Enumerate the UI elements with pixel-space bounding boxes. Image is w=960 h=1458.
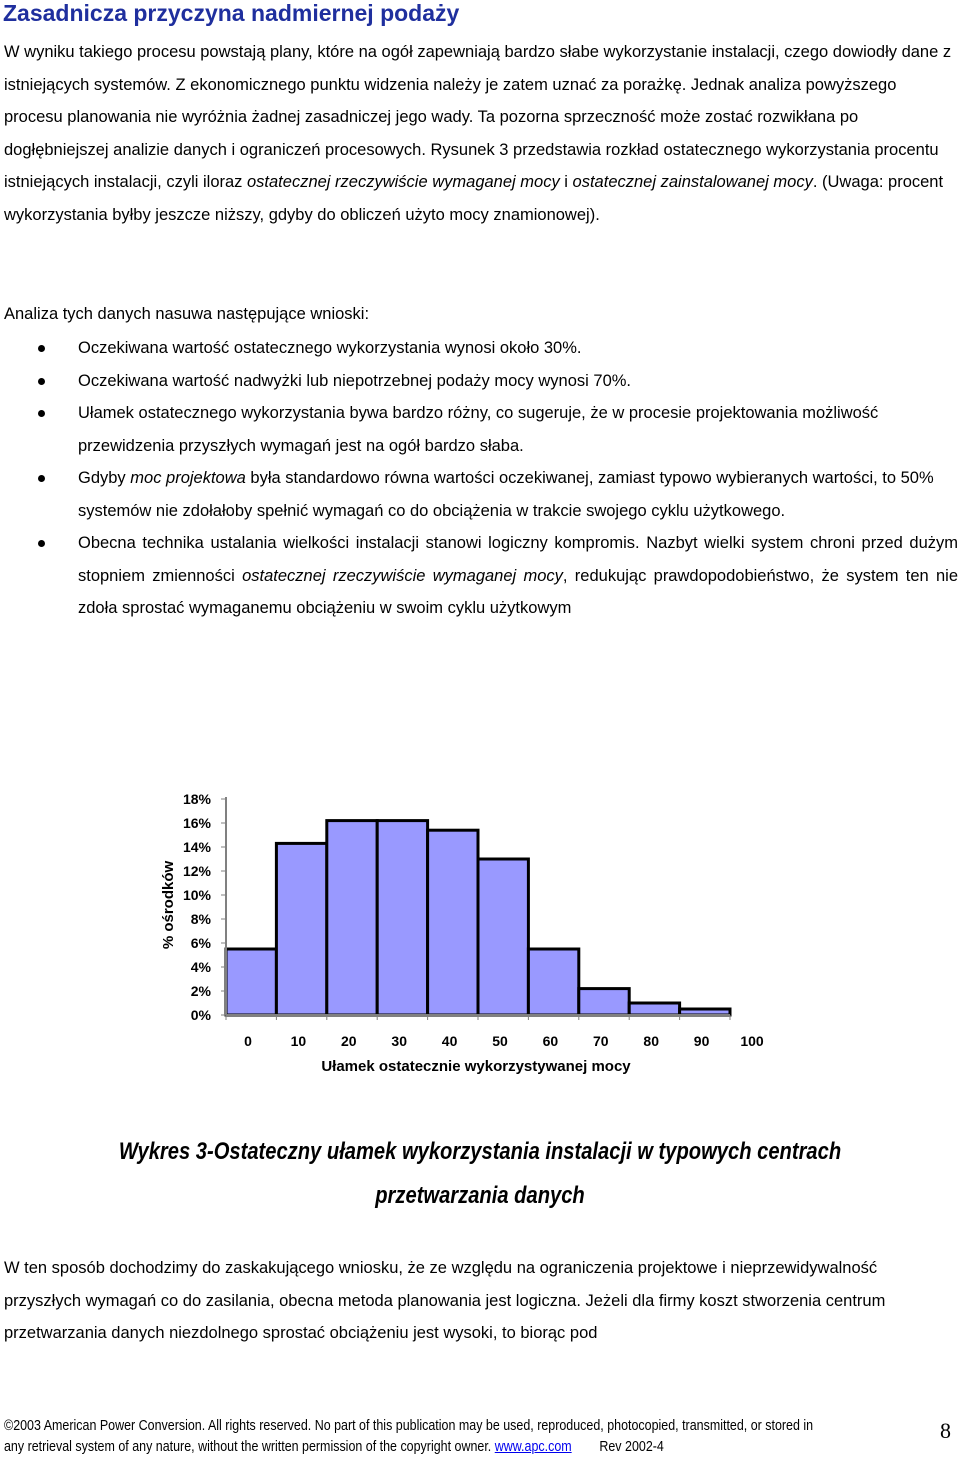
list-item [0,332,958,365]
x-tick-label: 60 [542,1033,559,1049]
histogram-bar-30-40 [377,821,427,1015]
utilization-histogram [0,780,960,1090]
y-tick-label: 12% [182,863,211,879]
x-tick-label: 100 [740,1033,764,1049]
figure-caption: Wykres 3-Ostateczny ułamek wykorzystania instalacji w typowych centrach przetwarzania danych [118,1138,842,1209]
x-axis-label: Ułamek ostatecznie wykorzystywanej mocy [321,1058,631,1075]
x-tick-label: 10 [290,1033,307,1049]
intro-text-c: i [559,173,573,191]
histogram-bar-70-80 [579,989,629,1015]
y-tick-label: 18% [182,791,211,807]
y-tick-label: 0% [190,1007,211,1023]
y-tick-label: 14% [182,839,211,855]
y-tick-label: 4% [190,959,211,975]
list-item [0,527,958,625]
bullet-icon [38,410,45,417]
closing-paragraph: W ten sposób dochodzimy do zaskakującego wniosku, że ze względu na ograniczenia projektowe i nieprzewidywalność przyszłych wymagań co do zasilania, obecna metoda planowania jest logiczna. Jeżeli dla firmy koszt stworzenia centrum przetwarzania danych niezdolnego sprostać obciążeniu jest wysoki, to biorąc pod [4,1259,886,1342]
footer-text: any retrieval system of any nature, without the written permission of the copyright owner. [4,1439,495,1455]
section-title: Zasadnicza przyczyna nadmiernej podaży [3,0,460,26]
bullet-icon [38,540,45,547]
list-item-text: Oczekiwana wartość nadwyżki lub niepotrzebnej podaży mocy wynosi 70%. [78,371,632,390]
histogram-bar-80-90 [629,1003,679,1015]
y-tick-label: 10% [182,887,211,903]
list-item [0,397,958,462]
x-tick-label: 90 [693,1033,710,1049]
histogram-bar-50-60 [478,859,528,1015]
intro-text-e: . (Uwaga: procent wykorzystania byłby jeszcze niższy, gdyby do obliczeń użyto mocy znamionowej). [4,173,944,224]
list-item-text-b: ostatecznej rzeczywiście wymaganej mocy [242,566,563,585]
list-item [0,365,958,398]
footer-revision: Rev 2002-4 [571,1439,664,1455]
bullet-icon [38,345,45,352]
histogram-bar-10-20 [276,843,326,1015]
intro-paragraph [4,36,956,231]
copyright-footer [4,1416,916,1458]
x-tick-label: 20 [341,1033,357,1049]
intro-text-d: ostatecznej zainstalowanej mocy [572,173,813,191]
x-tick-label: 40 [441,1033,458,1049]
list-item-text: Ułamek ostatecznego wykorzystania bywa bardzo różny, co sugeruje, że w procesie projektowania możliwość przewidzenia przyszłych wymagań jest na ogół bardzo słaba. [78,404,879,455]
bullet-icon [38,378,45,385]
intro-text-b: ostatecznej rzeczywiście wymaganej mocy [247,173,560,191]
bullet-icon [38,475,45,482]
histogram-bar-20-30 [327,821,377,1015]
x-tick-label: 70 [593,1033,609,1049]
x-tick-label: 0 [244,1033,252,1049]
footer-line-2 [4,1437,916,1458]
histogram-bar-60-70 [528,949,578,1015]
list-item-text-a: Obecna technika ustalania wielkości instalacji stanowi logiczny kompromis. Nazbyt wielki system chroni przed dużym stopniem zmienności [78,534,958,585]
list-item-text-c: , redukując prawdopodobieństwo, że system ten nie zdoła sprostać wymaganemu obciążeniu w swoim cyklu użytkowym [78,566,958,617]
y-tick-label: 2% [190,983,211,999]
y-tick-label: 16% [182,815,211,831]
histogram-bar-0-10 [226,949,276,1015]
list-item-text-c: była standardowo równa wartości oczekiwanej, zamiast typowo wybieranych wartości, to 50% systemów nie zdołałoby spełnić wymagań co do obciążenia w trakcie swojego cyklu użytkowego. [78,469,934,520]
y-tick-label: 8% [190,911,211,927]
x-tick-label: 50 [492,1033,508,1049]
list-item [0,462,958,527]
x-tick-label: 80 [643,1033,659,1049]
list-item-text-a: Gdyby [78,469,131,487]
y-axis-label: % ośrodków [160,860,177,950]
histogram-bar-40-50 [428,830,478,1015]
conclusions-list [0,332,960,625]
list-item-text-b: moc projektowa [130,469,246,487]
footer-line-1: ©2003 American Power Conversion. All rights reserved. No part of this publication may be used, reproduced, photocopied, transmitted, or stored in [4,1418,814,1434]
analysis-intro: Analiza tych danych nasuwa następujące wnioski: [4,305,370,323]
apc-website-link[interactable]: www.apc.com [494,1439,572,1455]
y-tick-label: 6% [190,935,211,951]
intro-text-a: W wyniku takiego procesu powstają plany, które na ogół zapewniają bardzo słabe wykorzystanie instalacji, czego dowiodły dane z istniejących systemów. Z ekonomicznego punktu widzenia należy je zatem uznać za porażkę. Jednak analiza powyższego procesu planowania nie wyróżnia żadnej zasadniczej jego wady. Ta pozorna sprzeczność może zostać rozwikłana po dogłębniejszej analizie danych i ograniczeń procesowych. Rysunek 3 przedstawia rozkład ostatecznego wykorzystania procentu istniejących instalacji, czyli iloraz [4,43,952,191]
list-item-text: Oczekiwana wartość ostatecznego wykorzystania wynosi około 30%. [78,339,582,357]
page-number: 8 [940,1418,951,1443]
x-tick-label: 30 [391,1033,407,1049]
